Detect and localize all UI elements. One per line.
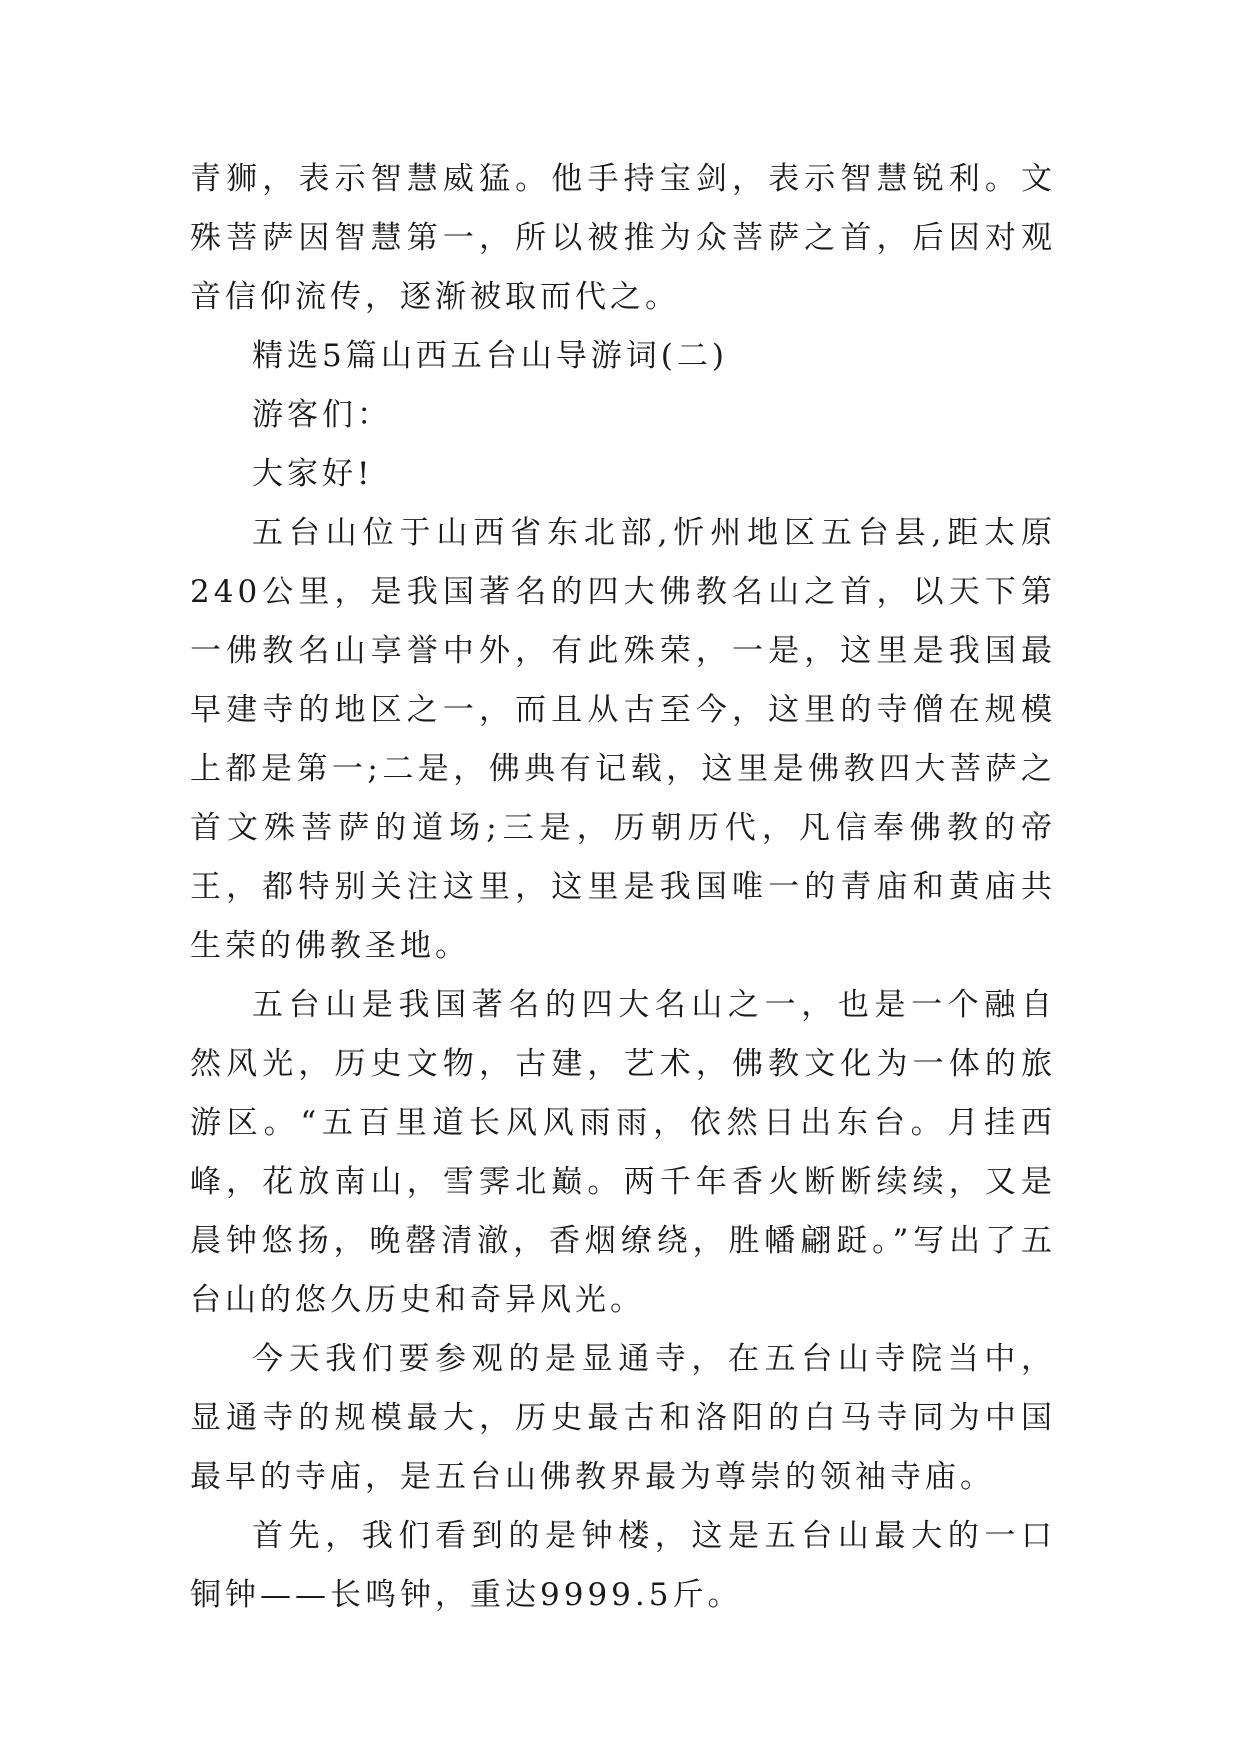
paragraph-xiantong-temple: 今天我们要参观的是显通寺，在五台山寺院当中，显通寺的规模最大，历史最古和洛阳的白马寺同为中国最早的寺庙，是五台山佛教界最为尊崇的领袖寺庙。	[190, 1341, 1056, 1495]
greeting-hello: 大家好!	[252, 456, 374, 492]
greeting-audience: 游客们：	[252, 397, 392, 433]
document-body	[190, 150, 1056, 1625]
paragraph-bell-tower: 首先，我们看到的是钟楼，这是五台山最大的一口铜钟——长鸣钟，重达9999.5斤。	[190, 1518, 1056, 1613]
section-title: 精选5篇山西五台山导游词(二)	[252, 338, 728, 374]
paragraph-scenery: 五台山是我国著名的四大名山之一，也是一个融自然风光，历史文物，古建，艺术，佛教文化为一体的旅游区。“五百里道长风风雨雨，依然日出东台。月挂西峰，花放南山，雪霁北巅。两千年香火断断续续，又是晨钟悠扬，晚罄清澈，香烟缭绕，胜幡翩跹。”写出了五台山的悠久历史和奇异风光。	[190, 987, 1056, 1318]
paragraph-continuation: 青狮，表示智慧威猛。他手持宝剑，表示智慧锐利。文殊菩萨因智慧第一，所以被推为众菩萨之首，后因对观音信仰流传，逐渐被取而代之。	[190, 161, 1056, 315]
paragraph-intro: 五台山位于山西省东北部,忻州地区五台县,距太原240公里，是我国著名的四大佛教名山之首，以天下第一佛教名山享誉中外，有此殊荣，一是，这里是我国最早建寺的地区之一，而且从古至今，这里的寺僧在规模上都是第一;二是，佛典有记载，这里是佛教四大菩萨之首文殊菩萨的道场;三是，历朝历代，凡信奉佛教的帝王，都特别关注这里，这里是我国唯一的青庙和黄庙共生荣的佛教圣地。	[190, 515, 1056, 964]
